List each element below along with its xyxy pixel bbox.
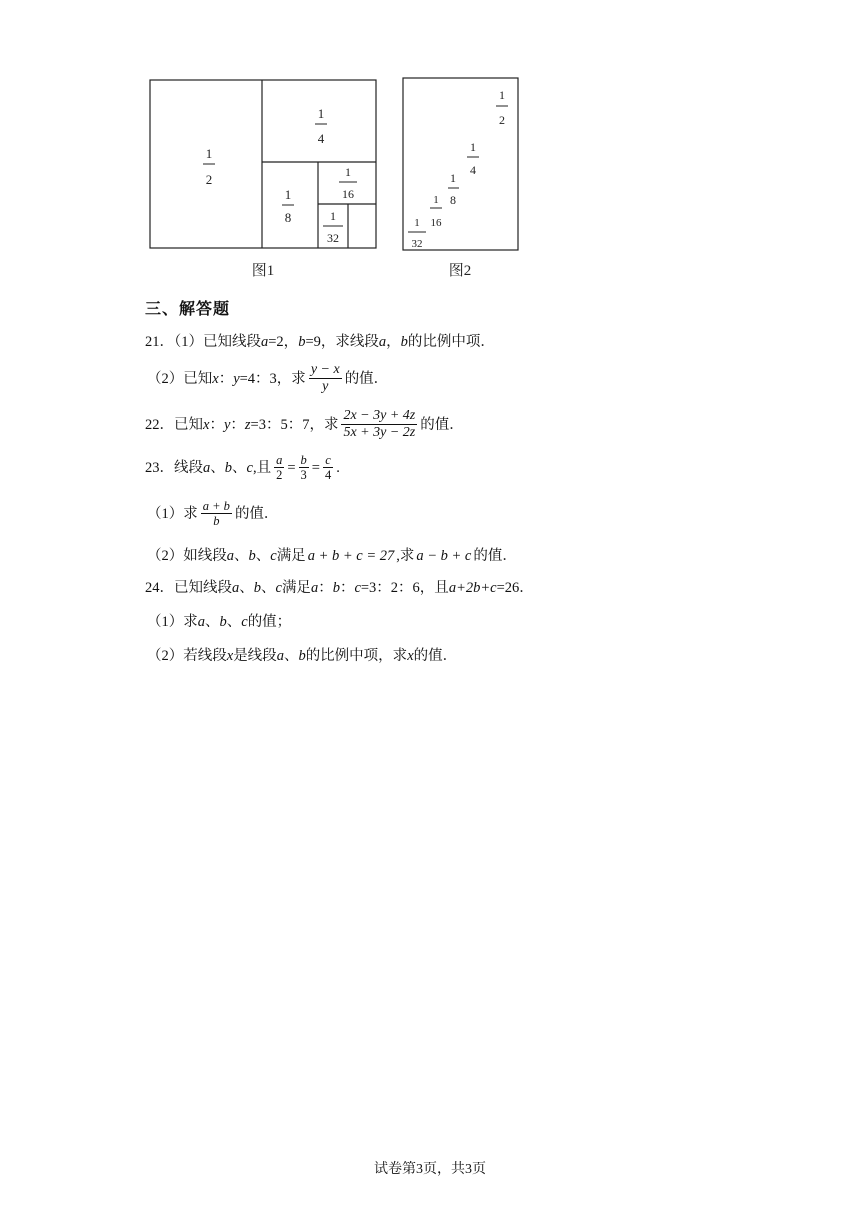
fig2-label-quarter bbox=[467, 140, 479, 177]
svg-text:1: 1 bbox=[317, 106, 325, 121]
fig2-label-eighth bbox=[448, 171, 459, 207]
svg-text:8: 8 bbox=[450, 193, 456, 207]
fraction-b-over-3: $\frac{b}{3}$ bbox=[300, 453, 307, 482]
fig2-outer-rect bbox=[403, 78, 518, 250]
svg-text:2: 2 bbox=[205, 172, 213, 187]
fig1-label-half bbox=[203, 146, 215, 187]
svg-text:8: 8 bbox=[284, 210, 292, 225]
question-24-stem: 24．已知线段 a 、 b 、 c 满足 a ： b ： c =3：2：6，且 a+2b+c =26． bbox=[145, 580, 534, 596]
svg-text:1: 1 bbox=[414, 217, 420, 229]
figures bbox=[0, 0, 860, 300]
question-23-stem: 23．线段 a 、 b 、 c ,且 $\frac{a}{2}$ = $\frac{b}{3}$ = $\frac{c}{4}$ . bbox=[145, 453, 340, 482]
fig1-outer-rect bbox=[150, 80, 376, 248]
fig1-label-thirtysecond bbox=[323, 209, 343, 245]
fraction-a-over-2: $\frac{a}{2}$ bbox=[276, 453, 283, 482]
svg-text:1: 1 bbox=[330, 209, 336, 223]
fig2-caption: 图2 bbox=[448, 263, 472, 279]
fig2-label-thirtysecond bbox=[408, 217, 426, 250]
section-heading: 三、解答题 bbox=[145, 301, 231, 318]
question-22: 22．已知 x ： y ： z =3：5：7，求 $\frac{2x - 3y + 4z}{5x + 3y - 2z}$ 的值． bbox=[145, 408, 464, 440]
svg-text:1: 1 bbox=[499, 88, 505, 102]
question-24-part-2: （2）若线段 x 是线段 a 、 b 的比例中项，求 x 的值． bbox=[147, 648, 458, 664]
fig2-label-half bbox=[496, 88, 508, 127]
svg-text:1: 1 bbox=[205, 146, 213, 161]
fig2-label-sixteenth bbox=[430, 194, 442, 229]
fraction-a-plus-b-over-b: $\frac{a + b}{b}$ bbox=[202, 499, 230, 528]
svg-text:1: 1 bbox=[284, 187, 292, 202]
question-23-part-2: （2）如线段 a 、 b 、 c 满足 a + b + c = 27 ,求 a − b + c 的值． bbox=[147, 548, 517, 564]
question-21-part-1: 21．（1）已知线段 a =2， b =9，求线段 a ， b 的比例中项． bbox=[145, 334, 495, 350]
page-footer: 试卷第3页，共3页 bbox=[374, 1162, 486, 1177]
svg-text:32: 32 bbox=[327, 231, 339, 245]
svg-text:1: 1 bbox=[433, 194, 439, 206]
fig1-label-quarter bbox=[315, 106, 327, 146]
fig1-label-eighth bbox=[282, 187, 294, 225]
svg-text:16: 16 bbox=[342, 187, 354, 201]
svg-text:1: 1 bbox=[345, 165, 351, 179]
fraction-q22: $\frac{2x - 3y + 4z}{5x + 3y - 2z}$ bbox=[343, 408, 416, 440]
figure-2 bbox=[403, 78, 518, 279]
question-24-part-1: （1）求 a 、 b 、 c 的值； bbox=[147, 614, 292, 630]
fraction-y-minus-x-over-y: $\frac{y - x}{y}$ bbox=[310, 362, 340, 394]
svg-text:4: 4 bbox=[317, 131, 325, 146]
question-21-part-2: （2）已知 x ： y =4：3，求 $\frac{y - x}{y}$ 的值． bbox=[147, 362, 389, 394]
svg-text:1: 1 bbox=[450, 171, 456, 185]
svg-text:32: 32 bbox=[411, 238, 423, 250]
svg-text:2: 2 bbox=[499, 113, 505, 127]
question-23-part-1: （1）求 $\frac{a + b}{b}$ 的值． bbox=[147, 499, 279, 528]
svg-text:4: 4 bbox=[470, 163, 476, 177]
figure-1 bbox=[150, 80, 376, 279]
fraction-c-over-4: $\frac{c}{4}$ bbox=[324, 453, 332, 482]
svg-text:16: 16 bbox=[430, 217, 442, 229]
svg-text:1: 1 bbox=[470, 140, 476, 154]
fig1-caption: 图1 bbox=[251, 263, 275, 279]
fig1-label-sixteenth bbox=[339, 165, 357, 201]
